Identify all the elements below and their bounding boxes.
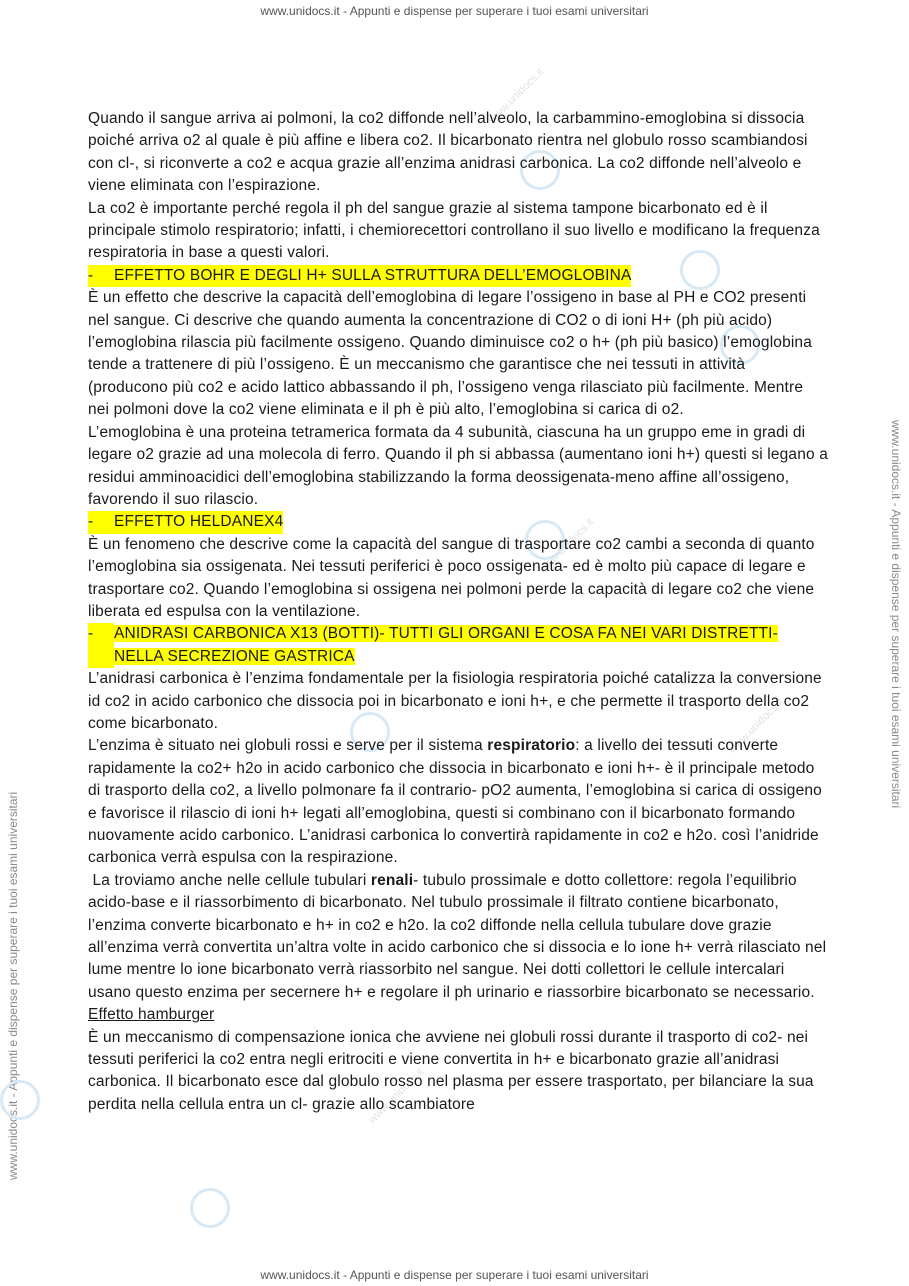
watermark-text: www.unidocs.it — [366, 1066, 427, 1126]
heading-text: ANIDRASI CARBONICA X13 (BOTTI)- TUTTI GLI ORGANI E COSA FA NEI VARI DISTRETTI- NELLA SECREZIONE GASTRICA — [114, 625, 778, 665]
watermark-text: www.unidocs.it — [536, 516, 597, 576]
paragraph: L’emoglobina è una proteina tetramerica formata da 4 subunità, ciascuna ha un gruppo eme in gradi di legare o2 grazie ad una molecola di ferro. Quando il ph si abbassa (aumentano ioni h+) questi si legano a residui amminoacidici dell’emoglobina stabilizzando la forma deossigenata-meno affine all’ossigeno, favorendo il suo rilascio. — [88, 423, 828, 508]
bullet-dash: - — [88, 511, 114, 533]
header-banner: www.unidocs.it - Appunti e dispense per superare i tuoi esami universitari — [260, 4, 649, 18]
bold-term: respiratorio — [487, 737, 576, 755]
side-banner-left: www.unidocs.it - Appunti e dispense per superare i tuoi esami universitari — [6, 791, 20, 1180]
heading-text-wrap — [114, 623, 794, 668]
paragraph — [88, 870, 828, 1004]
paragraph: È un effetto che descrive la capacità dell’emoglobina di legare l’ossigeno in base al PH e CO2 presenti nel sangue. Ci descrive che quando aumenta la concentrazione di CO2 o di ioni H+ (ph più acido) l’emoglobina rilascia più facilmente ossigeno. Quando diminuisce co2 o h+ (ph più basico) l’emoglobina tende a trattenere di più l’ossigeno. È un meccanismo che garantisce che nei tessuti in attività (producono più co2 e acido lattico abbassando il ph, l’ossigeno venga rilasciato più facilmente. Mentre nei polmoni dove la co2 viene eliminata e il ph è più alto, l’emoglobina si carica di o2. — [88, 289, 812, 419]
section-heading-hamburger: Effetto hamburger — [88, 1006, 215, 1024]
section-heading-anidrasi — [88, 623, 828, 668]
bold-term: renali — [370, 871, 414, 889]
paragraph — [88, 735, 828, 869]
watermark-text: www.unidocs.it — [486, 66, 547, 126]
document-body — [88, 108, 828, 1116]
paragraph: È un meccanismo di compensazione ionica che avviene nei globuli rossi durante il trasporto di co2- nei tessuti periferici la co2 entra negli eritrociti e viene convertita in h+ e bicarbonato grazie all’anidrasi carbonica. Il bicarbonato esce dal globulo rosso nel plasma per essere trasportato, per bilanciare la sua perdita nella cellula entra un cl- grazie allo scambiatore — [88, 1028, 814, 1113]
heading-text: EFFETTO HELDANEX4 — [114, 511, 283, 533]
text-run: : a livello dei tessuti converte rapidamente la co2+ h2o in acido carbonico che dissocia in bicarbonato e ioni h+- è il principale metodo di trasporto della co2, a livello polmonare fa il contrario- pO2 aumenta, l’emoglobina si carica di ossigeno e favorisce il rilascio di ioni h+ legati all’emoglobina, questi si combinano con il bicarbonato formando nuovamente acido carbonico. L’anidrasi carbonica lo convertirà rapidamente in co2 e h2o. così l’anidride carbonica verrà espulsa con la respirazione. — [88, 737, 822, 867]
watermark-text: www.unidocs.it — [726, 696, 787, 756]
watermark-logo-icon — [190, 1188, 230, 1228]
paragraph: L’anidrasi carbonica è l’enzima fondamentale per la fisiologia respiratoria poiché catalizza la conversione id co2 in acido carbonico che dissocia poi in bicarbonato e ioni h+, e che permette il trasporto della co2 come bicarbonato. — [88, 670, 822, 732]
paragraph: La co2 è importante perché regola il ph del sangue grazie al sistema tampone bicarbonato ed è il principale stimolo respiratorio; infatti, i chemiorecettori controllano il suo livello e modificano la frequenza respiratoria in base a questi valori. — [88, 199, 820, 262]
side-banner-right: www.unidocs.it - Appunti e dispense per superare i tuoi esami universitari — [889, 420, 903, 809]
text-run: L’enzima è situato nei globuli rossi e serve per il sistema — [88, 737, 488, 755]
text-run: - tubulo prossimale e dotto collettore: regola l’equilibrio acido-base e il riassorbimento di bicarbonato. Nel tubulo prossimale il filtrato contiene bicarbonato, l’enzima converte bicarbonato e h+ in co2 e h2o. la co2 diffonde nella cellula tubulare dove grazie all’enzima verrà convertita un’altra volte in acido carbonico che si dissocia e lo ione h+ verrà rilasciato nel lume mentre lo ione bicarbonato verrà riassorbito nel sangue. Nei dotti collettori le cellule intercalari usano questo enzima per secernere h+ e regolare il ph urinario e riassorbire bicarbonato se necessario. — [88, 871, 827, 1001]
section-heading-bohr — [88, 265, 828, 287]
heading-text: EFFETTO BOHR E DEGLI H+ SULLA STRUTTURA DELL’EMOGLOBINA — [114, 265, 631, 287]
paragraph: Quando il sangue arriva ai polmoni, la co2 diffonde nell’alveolo, la carbammino-emoglobina si dissocia poiché arriva o2 al quale è più affine e libera co2. Il bicarbonato rientra nel globulo rosso scambiandosi con cl-, si riconverte a co2 e acqua grazie all’enzima anidrasi carbonica. La co2 diffonde nell’alveolo e viene eliminata con l’espirazione. — [88, 110, 808, 195]
section-heading-haldane — [88, 511, 828, 533]
bullet-dash: - — [88, 265, 114, 287]
footer-banner: www.unidocs.it - Appunti e dispense per superare i tuoi esami universitari — [260, 1268, 649, 1282]
text-run: La troviamo anche nelle cellule tubulari — [88, 871, 371, 889]
paragraph: È un fenomeno che descrive come la capacità del sangue di trasportare co2 cambi a seconda di quanto l’emoglobina sia ossigenata. Nei tessuti periferici è poco ossigenata- ed è molto più capace di legare e trasportare co2. Quando l’emoglobina si ossigena nei polmoni perde la capacità di legare co2 che viene liberata ed espulsa con la ventilazione. — [88, 535, 815, 620]
bullet-dash: - — [88, 623, 114, 668]
